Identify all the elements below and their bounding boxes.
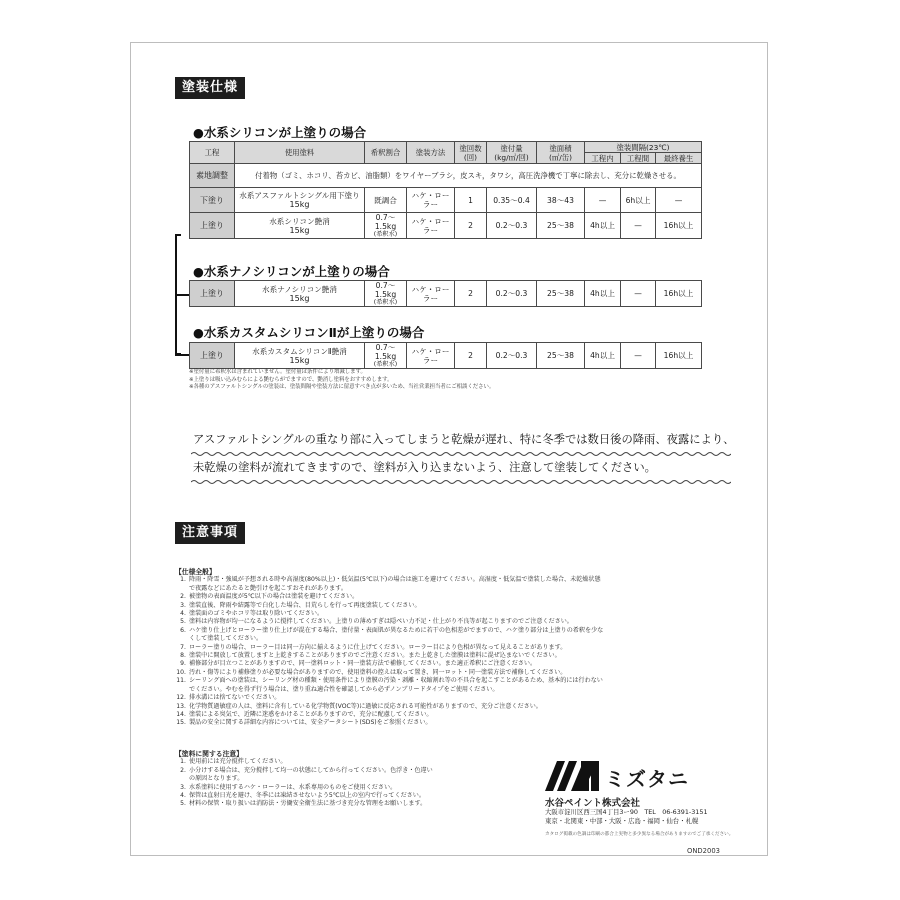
topcoat1-dilution-value: 0.7〜1.5kg bbox=[374, 213, 397, 231]
list-item bbox=[175, 602, 603, 610]
undercoat-paint-size: 15kg bbox=[289, 200, 310, 209]
topcoat3-area: 25〜38 bbox=[537, 343, 585, 369]
topcoat1-dilution bbox=[365, 213, 407, 239]
topcoat1-paint-size: 15kg bbox=[289, 225, 310, 235]
undercoat-method: ハケ・ローラー bbox=[407, 188, 455, 213]
topcoat2-final: 16h以上 bbox=[656, 281, 702, 307]
item-number: 13. bbox=[176, 702, 186, 710]
prep-text: 付着物（ゴミ、ホコリ、苔カビ、油脂類）をワイヤーブラシ，皮スキ，タワシ，高圧洗浄機で丁寧に除去し、充分に乾燥させる。 bbox=[235, 164, 702, 188]
topcoat3-within: 4h以上 bbox=[585, 343, 621, 369]
topcoat1-process: 上塗り bbox=[190, 213, 235, 239]
item-number: 4. bbox=[180, 792, 186, 800]
item-text: 化学物質過敏症の人は、塗料に含有している化学物質(VOC等)に過敏に反応される可能性がありますので、充分ご注意ください。 bbox=[189, 702, 542, 710]
header-area bbox=[537, 142, 585, 164]
undercoat-between: 6h以上 bbox=[621, 188, 656, 213]
item-number: 12. bbox=[176, 694, 186, 702]
header-final: 最終養生 bbox=[656, 153, 702, 164]
spec-table-silicone bbox=[189, 141, 702, 239]
topcoat3-paint-name: 水系カスタムシリコンⅡ艶消 bbox=[252, 346, 347, 356]
topcoat3-dilution-note: (希釈水) bbox=[373, 361, 398, 368]
topcoat3-process: 上塗り bbox=[190, 343, 235, 369]
topcoat1-coats: 2 bbox=[455, 213, 487, 239]
item-text: 塗料は内容物が均一になるように撹拌してください。上塗りの薄めすぎは隠ぺい力不足・仕上がり不良等が起こりますのでご注意ください。 bbox=[189, 618, 573, 626]
item-number: 14. bbox=[176, 710, 186, 718]
topcoat1-final: 16h以上 bbox=[656, 213, 702, 239]
item-number: 5. bbox=[180, 800, 186, 808]
general-notes bbox=[175, 568, 603, 728]
item-text: 製品の安全に関する詳細な内容については、安全データシート(SDS)をご参照ください。 bbox=[189, 719, 432, 727]
item-text: 水系塗料に使用するハケ・ローラーは、水系専用のものをご使用ください。 bbox=[189, 783, 397, 791]
footnote: ※各種のアスファルトシングルの塗装は、塗装間隔や塗装方法に留意すべき点が多いため、当社営業担当者にご相談ください。 bbox=[189, 384, 495, 391]
list-item bbox=[175, 767, 433, 775]
logo-mark-icon bbox=[543, 759, 603, 793]
undercoat-final: — bbox=[656, 188, 702, 213]
general-notes-title: 【仕様全般】 bbox=[175, 568, 216, 576]
topcoat2-area: 25〜38 bbox=[537, 281, 585, 307]
topcoat3-method: ハケ・ローラー bbox=[407, 343, 455, 369]
header-dilution: 希釈割合 bbox=[365, 142, 407, 164]
item-number: 2. bbox=[180, 766, 186, 774]
item-text-cont: の原因となります。 bbox=[189, 775, 244, 783]
list-item bbox=[175, 576, 603, 584]
list-item bbox=[175, 758, 433, 766]
undercoat-area: 38〜43 bbox=[537, 188, 585, 213]
list-item bbox=[175, 703, 603, 711]
item-number: 10. bbox=[176, 668, 186, 676]
header-method: 塗装方法 bbox=[407, 142, 455, 164]
topcoat1-dilution-note: (希釈水) bbox=[373, 231, 398, 238]
undercoat-dilution: 既調合 bbox=[365, 188, 407, 213]
undercoat-within: — bbox=[585, 188, 621, 213]
topcoat2-coats: 2 bbox=[455, 281, 487, 307]
list-item bbox=[175, 618, 603, 626]
item-text: 塗装面のゴミやホコリ等は取り除いてください。 bbox=[189, 610, 324, 618]
item-number: 5. bbox=[180, 618, 186, 626]
topcoat2-within: 4h以上 bbox=[585, 281, 621, 307]
topcoat1-within: 4h以上 bbox=[585, 213, 621, 239]
item-text: 使用前には充分撹拌してください。 bbox=[189, 758, 287, 766]
item-number: 1. bbox=[180, 576, 186, 584]
header-area-label: 塗面積 bbox=[549, 143, 572, 153]
header-within: 工程内 bbox=[585, 153, 621, 164]
topcoat1-amount: 0.2〜0.3 bbox=[487, 213, 537, 239]
topcoat2-dilution bbox=[365, 281, 407, 307]
topcoat2-between: — bbox=[621, 281, 656, 307]
topcoat3-paint-size: 15kg bbox=[289, 355, 310, 365]
item-text: 補修部分が目立つことがありますので、同一塗料ロット・同一塗装方法で補修してください。また適正希釈にご注意ください。 bbox=[189, 660, 537, 668]
topcoat1-method: ハケ・ローラー bbox=[407, 213, 455, 239]
item-text: 保管は直射日光を避け、冬季には凍結させないよう5℃以上の室内で行ってください。 bbox=[189, 792, 425, 800]
case-title-silicone: ●水系シリコンが上塗りの場合 bbox=[193, 125, 367, 140]
list-item bbox=[175, 644, 603, 652]
topcoat2-dilution-value: 0.7〜1.5kg bbox=[374, 281, 397, 299]
topcoat3-dilution bbox=[365, 343, 407, 369]
header-coats-unit: (回) bbox=[463, 152, 478, 162]
header-amount-unit: (kg/㎡/回) bbox=[494, 152, 529, 162]
section-title-caution: 注意事項 bbox=[175, 522, 245, 544]
item-number: 15. bbox=[176, 719, 186, 727]
item-text: 降雨・降雪・強風が予想される時や高湿度(80%以上)・低気温(5℃以下)の場合は施工を避けてください。高湿度・低気温で塗装した場合、未乾燥状態 bbox=[189, 576, 601, 584]
item-number: 2. bbox=[180, 593, 186, 601]
item-text: 塗装直後、降雨や結露等で白化した場合、目荒らしを行って再度塗装してください。 bbox=[189, 601, 421, 609]
item-text: 小分けする場合は、充分撹拌して均一の状態にしてから行ってください。色浮き・色違い bbox=[189, 766, 433, 774]
item-text-cont: くして塗装してください。 bbox=[189, 635, 263, 643]
list-item bbox=[175, 694, 603, 702]
list-item bbox=[175, 627, 603, 635]
topcoat1-between: — bbox=[621, 213, 656, 239]
logo-text: ミズタニ bbox=[605, 767, 689, 791]
item-number: 3. bbox=[180, 601, 186, 609]
section-title-spec: 塗装仕様 bbox=[175, 77, 245, 99]
spec-sheet bbox=[130, 42, 768, 856]
topcoat2-paint-size: 15kg bbox=[289, 293, 310, 303]
item-text: 塗装による臭気で、近隣に迷惑をかけることがありますので、充分に配慮してください。 bbox=[189, 710, 433, 718]
topcoat3-dilution-value: 0.7〜1.5kg bbox=[374, 343, 397, 361]
topcoat2-method: ハケ・ローラー bbox=[407, 281, 455, 307]
item-text: 材料の保管・取り扱いは消防法・労働安全衛生法に基づき充分な管理をお願いします。 bbox=[189, 800, 427, 808]
topcoat3-final: 16h以上 bbox=[656, 343, 702, 369]
footnotes bbox=[189, 369, 494, 392]
document-code: OND2003 bbox=[687, 847, 720, 855]
footnote: ※上塗りは吸い込みむらによる艶むらがでますので、艶消し塗料をおすすめします。 bbox=[189, 376, 393, 383]
wave-divider-icon bbox=[191, 479, 731, 485]
header-amount-label: 塗付量 bbox=[500, 143, 523, 153]
item-number: 9. bbox=[180, 660, 186, 668]
header-coats-label: 塗回数 bbox=[459, 143, 482, 153]
undercoat-paint bbox=[235, 188, 365, 213]
item-number: 3. bbox=[180, 783, 186, 791]
branches-line: 東京・北関東・中部・大阪・広島・福岡・仙台・札幌 bbox=[545, 817, 699, 825]
topcoat2-paint-name: 水系ナノシリコン艶消 bbox=[262, 284, 337, 294]
prep-process: 素地調整 bbox=[190, 164, 235, 188]
topcoat3-amount: 0.2〜0.3 bbox=[487, 343, 537, 369]
list-item bbox=[175, 677, 603, 685]
list-item bbox=[175, 660, 603, 668]
topcoat2-process: 上塗り bbox=[190, 281, 235, 307]
topcoat2-amount: 0.2〜0.3 bbox=[487, 281, 537, 307]
undercoat-coats: 1 bbox=[455, 188, 487, 213]
item-number: 8. bbox=[180, 652, 186, 660]
item-text: 排水溝には捨てないでください。 bbox=[189, 694, 281, 702]
company-address bbox=[545, 808, 708, 826]
company-name: 水谷ペイント株式会社 bbox=[545, 798, 641, 809]
header-coats bbox=[455, 142, 487, 164]
undercoat-paint-name: 水系アスファルトシングル用下塗り bbox=[239, 191, 360, 200]
header-interval: 塗装間隔(23℃) bbox=[585, 142, 702, 153]
item-text-cont: でください。やむを得ず行う場合は、塗り重ね適合性を確認してから必ずノンブリードタイプをご使用ください。 bbox=[189, 685, 499, 693]
case-title-custom: ●水系カスタムシリコンⅡが上塗りの場合 bbox=[193, 325, 425, 340]
brand-logo bbox=[543, 759, 713, 795]
header-area-unit: (㎡/缶) bbox=[548, 152, 573, 162]
item-number: 11. bbox=[176, 677, 186, 685]
item-text: 汚れ・傷等により補修塗りが必要な場合がありますので、使用塗料の控えは取って置き、同一ロット・同一塗装方法で補修してください。 bbox=[189, 668, 567, 676]
item-text: シーリング面への塗装は、シーリング材の種類・使用条件により塗膜の汚染・剥離・収縮割れ等の不具合を起こすことがあるため、基本的には行わない bbox=[189, 677, 603, 685]
item-number: 7. bbox=[180, 643, 186, 651]
spec-table-nano bbox=[189, 280, 702, 307]
print-disclaimer: カタログ掲載の色調は印刷の都合上実物と多少異なる場合がありますのでご了承ください。 bbox=[545, 832, 734, 837]
item-text: 塗装中に開放して放置しますと上乾きすることがありますのでご注意ください。また上乾きした塗膜は塗料に混ぜ込まないでください。 bbox=[189, 652, 561, 660]
header-process: 工程 bbox=[190, 142, 235, 164]
spec-table-custom bbox=[189, 342, 702, 369]
callout-line-1: アスファルトシングルの重なり部に入ってしまうと乾燥が遅れ、特に冬季では数日後の降雨、夜露により、 bbox=[193, 433, 735, 446]
callout-box bbox=[191, 429, 735, 485]
bracket-tick bbox=[175, 354, 189, 356]
paint-notes bbox=[175, 750, 433, 809]
topcoat2-dilution-note: (希釈水) bbox=[373, 299, 398, 306]
item-number: 1. bbox=[180, 758, 186, 766]
bracket-tick bbox=[175, 294, 189, 296]
list-item bbox=[175, 719, 603, 727]
item-number: 4. bbox=[180, 610, 186, 618]
header-between: 工程間 bbox=[621, 153, 656, 164]
topcoat3-coats: 2 bbox=[455, 343, 487, 369]
list-item bbox=[175, 800, 433, 808]
header-paint: 使用塗料 bbox=[235, 142, 365, 164]
item-number: 6. bbox=[180, 626, 186, 634]
undercoat-amount: 0.35〜0.4 bbox=[487, 188, 537, 213]
topcoat3-between: — bbox=[621, 343, 656, 369]
case-title-nano: ●水系ナノシリコンが上塗りの場合 bbox=[193, 264, 390, 279]
topcoat1-area: 25〜38 bbox=[537, 213, 585, 239]
topcoat1-paint bbox=[235, 213, 365, 239]
list-item bbox=[175, 593, 603, 601]
list-item bbox=[175, 784, 433, 792]
undercoat-process: 下塗り bbox=[190, 188, 235, 213]
callout-line-2: 未乾燥の塗料が流れてきますので、塗料が入り込まないよう、注意して塗装してください。 bbox=[193, 461, 656, 474]
header-amount bbox=[487, 142, 537, 164]
footnote: ※塗付量に希釈水は含まれていません。塗付量は条件により増減します。 bbox=[189, 369, 366, 375]
item-text: ローラー塗りの場合、ローラー目は同一方向に揃えるように仕上げてください。ローラー目により色相が異なって見えることがあります。 bbox=[189, 643, 567, 651]
item-text: ハケ塗り仕上げとローラー塗り仕上げが混在する場合、塗付量・表面肌が異なるために若干の色相差がでますので、ハケ塗り部分は上塗りの希釈を少な bbox=[189, 626, 604, 634]
topcoat1-paint-name: 水系シリコン艶消 bbox=[269, 216, 330, 226]
item-text-cont: で夜露などにあたると艶引けを起こすおそれがあります。 bbox=[189, 584, 347, 592]
address-line: 大阪市淀川区西三国4丁目3ー90 TEL 06-6391-3151 bbox=[545, 808, 708, 816]
topcoat2-paint bbox=[235, 281, 365, 307]
topcoat3-paint bbox=[235, 343, 365, 369]
paint-notes-title: 【塗料に関する注意】 bbox=[175, 750, 243, 758]
item-text: 被塗物の表面温度が5℃以下の場合は塗装を避けてください。 bbox=[189, 593, 359, 601]
